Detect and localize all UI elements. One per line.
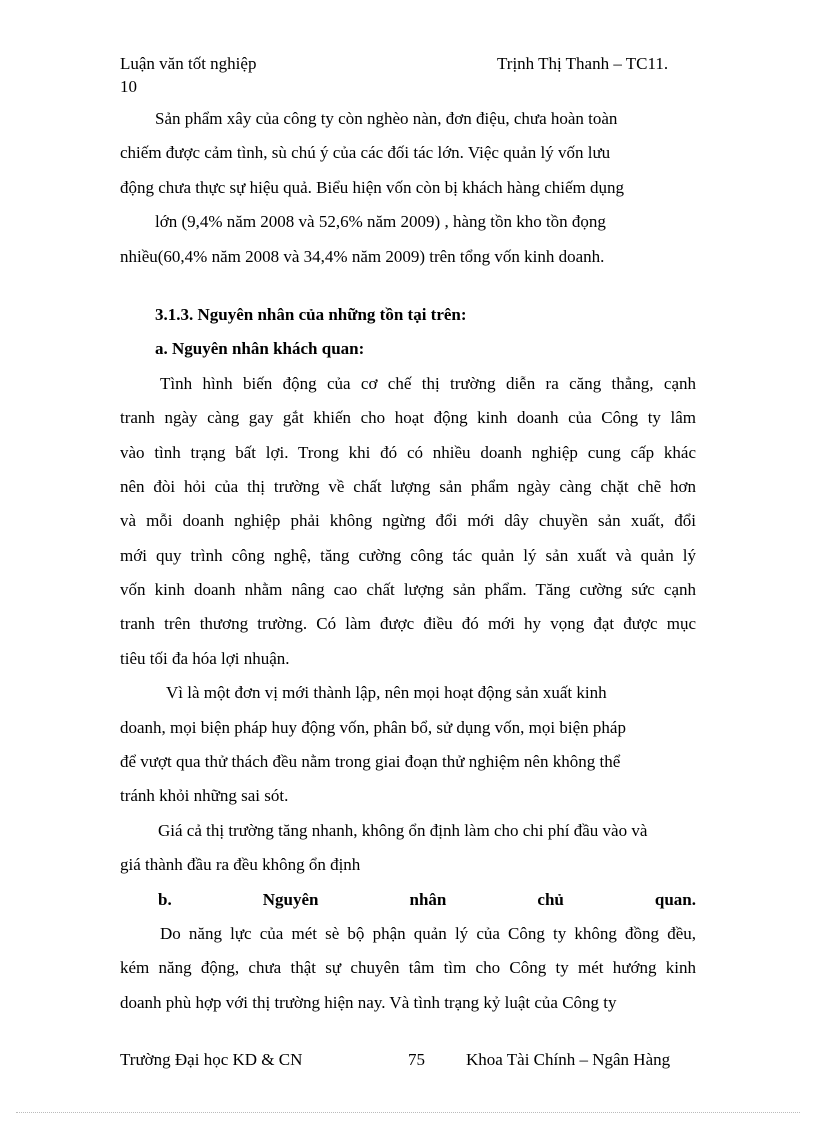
- body-text: [120, 102, 696, 1020]
- subsection-heading: b. Nguyên nhân chủ quan.: [158, 889, 696, 909]
- text-line: doanh, mọi biện pháp huy động vốn, phân bổ, sử dụng vốn, mọi biện pháp: [120, 717, 626, 737]
- section-heading: 3.1.3. Nguyên nhân của những tồn tại trên:: [155, 304, 467, 324]
- text-line: chiếm được cảm tình, sù chú ý của các đối tác lớn. Việc quản lý vốn lưu: [120, 143, 611, 163]
- header-right-continuation: 10: [120, 77, 137, 96]
- header-left: Luận văn tốt nghiệp: [120, 54, 257, 73]
- text-line: nhiều(60,4% năm 2008 và 34,4% năm 2009) trên tổng vốn kinh doanh.: [120, 246, 605, 266]
- header-right: Trịnh Thị Thanh – TC11.: [497, 54, 669, 73]
- footer-right: Khoa Tài Chính – Ngân Hàng: [466, 1050, 671, 1069]
- text-line: nên đòi hỏi của thị trường về chất lượng sản phẩm ngày càng chặt chẽ hơn: [120, 476, 696, 496]
- text-line: Do năng lực của mét sè bộ phận quản lý của Công ty không đồng đều,: [160, 923, 696, 943]
- text-line: tranh ngày càng gay gắt khiến cho hoạt động kinh doanh của Công ty lâm: [120, 408, 696, 428]
- text-line: và mỗi doanh nghiệp phải không ngừng đổi mới dây chuyền sản xuất, đổi: [120, 511, 696, 531]
- text-line: vốn kinh doanh nhằm nâng cao chất lượng sản phẩm. Tăng cường sức cạnh: [120, 580, 696, 600]
- text-line: mới quy trình công nghệ, tăng cường công tác quản lý sản xuất và quản lý: [120, 545, 696, 565]
- text-line: động chưa thực sự hiệu quả. Biểu hiện vốn còn bị khách hàng chiếm dụng: [120, 177, 624, 197]
- text-line: vào tình trạng bất lợi. Trong khi đó có nhiều doanh nghiệp cung cấp khác: [120, 442, 696, 462]
- footer-left: Trường Đại học KD & CN: [120, 1050, 303, 1069]
- page-bottom-divider: [16, 1112, 800, 1113]
- text-line: tranh trên thương trường. Có làm được điều đó mới hy vọng đạt được mục: [120, 614, 696, 634]
- text-line: doanh phù hợp với thị trường hiện nay. Và tình trạng kỷ luật của Công ty: [120, 992, 617, 1012]
- text-line: lớn (9,4% năm 2008 và 52,6% năm 2009) , hàng tồn kho tồn đọng: [155, 212, 606, 232]
- text-line: để vượt qua thử thách đều nằm trong giai đoạn thử nghiệm nên không thể: [120, 752, 621, 772]
- text-line: giá thành đầu ra đều không ổn định: [120, 855, 361, 875]
- text-line: kém năng động, chưa thật sự chuyên tâm tìm cho Công ty mét hướng kinh: [120, 958, 696, 978]
- text-line: tránh khỏi những sai sót.: [120, 786, 289, 806]
- subsection-heading: a. Nguyên nhân khách quan:: [155, 339, 365, 359]
- text-line: Sản phẩm xây của công ty còn nghèo nàn, đơn điệu, chưa hoàn toàn: [155, 109, 618, 128]
- text-line: Vì là một đơn vị mới thành lập, nên mọi hoạt động sản xuất kinh: [166, 683, 607, 703]
- footer-page-number: 75: [408, 1050, 425, 1069]
- text-line: tiêu tối đa hóa lợi nhuận.: [120, 648, 290, 668]
- text-line: Giá cả thị trường tăng nhanh, không ổn định làm cho chi phí đầu vào và: [158, 820, 648, 840]
- text-line: Tình hình biến động của cơ chế thị trường diễn ra căng thẳng, cạnh: [160, 373, 696, 393]
